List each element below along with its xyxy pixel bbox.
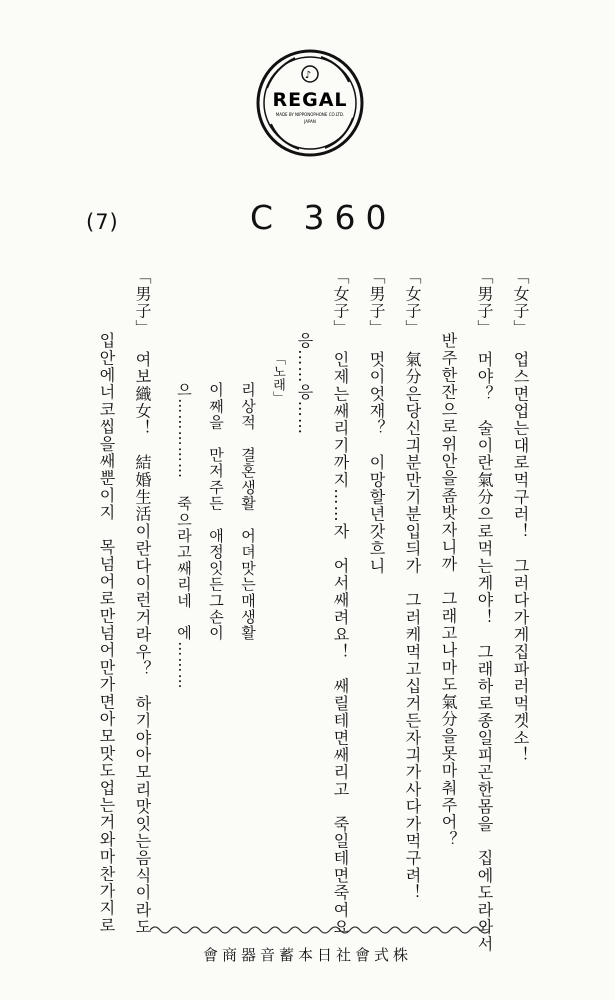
line-text: 응……응……: [295, 332, 314, 436]
line-text: 인제는쌔리기까지……자 어서쌔려요！ 쌔릴테면쌔리고 죽일테면죽여요: [331, 350, 350, 936]
dialogue-line-8: [134, 268, 150, 936]
song-line-2: 이째을 만저주든 애정잇든그손이: [207, 382, 225, 642]
speaker: 「女子」: [511, 268, 530, 337]
dialogue-line-5: [368, 268, 384, 574]
regal-logo: [255, 48, 365, 158]
dialogue-line-4: [404, 268, 420, 901]
line-text: 멋이엇재？ 이망할년갓흐니: [367, 350, 386, 575]
publisher-footer: 會商器音蓄本日社會式株: [202, 946, 412, 964]
speaker: 「女子」: [403, 268, 422, 337]
line-text: 머야？ 술이란氣分으로먹는게야！ 그래하로종일피곤한몸을 집에도라와서: [475, 350, 494, 953]
dialogue-line-7: [296, 332, 312, 435]
speaker: 「男子」: [133, 268, 152, 337]
song-label: 「노래」: [270, 352, 285, 404]
dialogue-line-6: [332, 268, 348, 936]
dialogue-line-9: [98, 332, 114, 934]
song-line-3: 으…………… 죽으라고쌔리네 에………: [175, 382, 193, 690]
logo-subtext-2: JAPAN: [304, 119, 316, 124]
line-text: 반주한잔으로위안을좀밧자니까 그래고나마도氣分을못마춰주어？: [439, 332, 458, 848]
line-text: 氣分은당신긔분만기분입듸가 그러케먹고십거든자긔가사다가먹구려！: [403, 350, 422, 902]
catalog-number: C 360: [250, 198, 397, 237]
song-line-1: 리상적 결혼생활 어뎌맛는매생활: [239, 382, 257, 642]
speaker: 「女子」: [331, 268, 350, 337]
speaker: 「男子」: [367, 268, 386, 337]
speaker: 「男子」: [475, 268, 494, 337]
line-text: 여보織女！ 結婚生活이란다이런거라우？ 하기야아모리맛잇는음식이라도: [133, 350, 152, 936]
line-text: 입안에너코씹을쌔뿐이지 목넘어로만넘어만가면아모맛도업는거와마찬가지로: [97, 332, 116, 934]
wavy-divider: [150, 924, 490, 936]
dialogue-line-3: [440, 332, 456, 848]
svg-text:♪: ♪: [304, 70, 312, 81]
page-number: (7): [86, 210, 119, 234]
logo-subtext: MADE BY NIPPONOPHONE CO.LTD.: [275, 112, 345, 117]
line-text: 업스면업는대로먹구러！ 그러다가게집파러먹겟소！: [511, 350, 530, 764]
dialogue-line-2: [476, 268, 492, 953]
logo-text: REGAL: [272, 89, 348, 111]
dialogue-line-1: [512, 268, 528, 764]
